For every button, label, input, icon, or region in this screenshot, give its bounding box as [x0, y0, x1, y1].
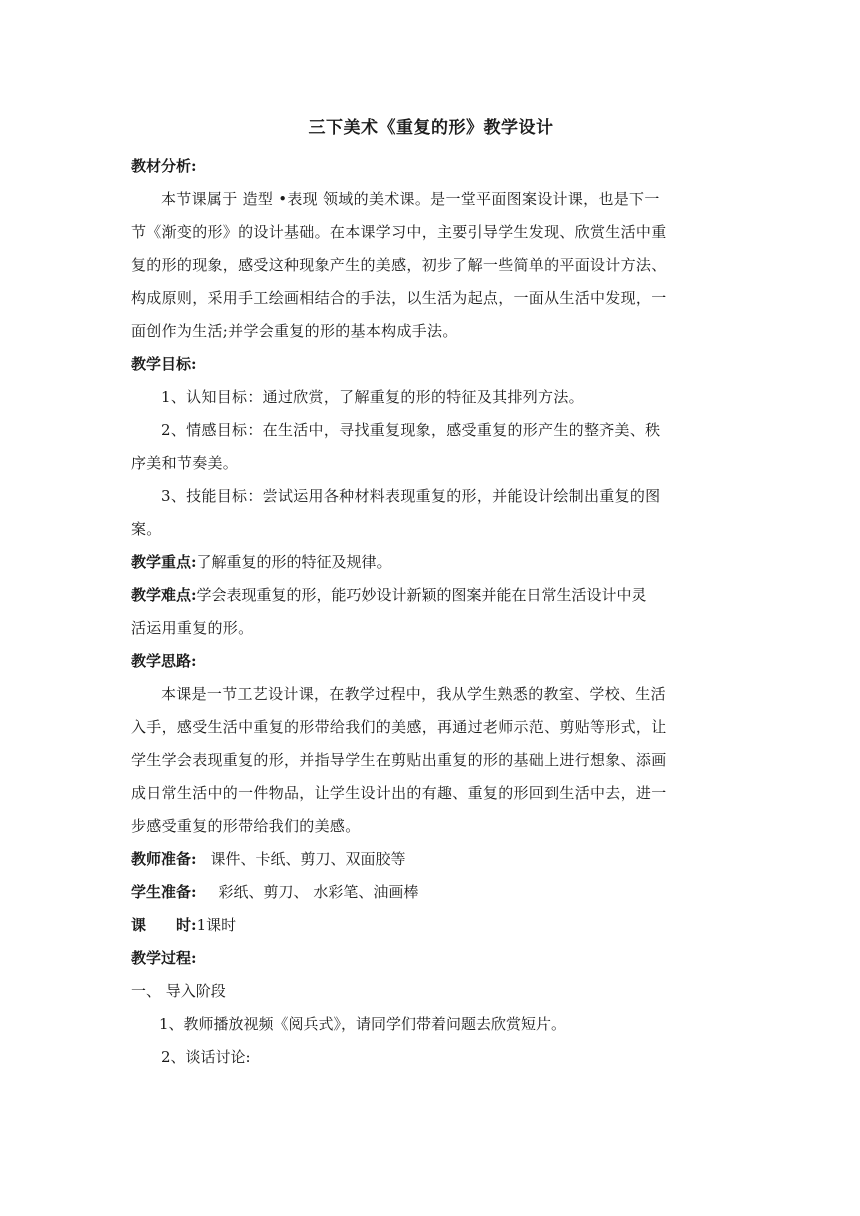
approach-line: 步感受重复的形带给我们的美感。 [131, 817, 361, 835]
goal-item-skill [131, 480, 731, 546]
approach-line: 本课是一节工艺设计课，在教学过程中，我从学生熟悉的教室、学校、生活 [161, 685, 666, 703]
analysis-heading: 教材分析: [131, 157, 197, 175]
approach-line: 入手，感受生活中重复的形带给我们的美感，再通过老师示范、剪贴等形式，让 [131, 718, 667, 736]
difficulty-line: 学会表现重复的形，能巧妙设计新颖的图案并能在日常生活设计中灵 [196, 586, 647, 604]
duration-row [131, 909, 731, 942]
approach-heading: 教学思路: [131, 652, 197, 670]
difficulty-label: 教学难点: [131, 586, 197, 604]
goal-item-cognitive [131, 381, 731, 414]
goals-heading: 教学目标: [131, 355, 197, 373]
goal-line: 案。 [131, 520, 162, 538]
approach-paragraph [131, 678, 731, 843]
goal-line: 1、认知目标：通过欣赏，了解重复的形的特征及其排列方法。 [161, 388, 584, 406]
process-stage-1: 一、 导入阶段 [131, 982, 226, 1000]
duration-label-a: 课 [131, 916, 147, 934]
process-heading: 教学过程: [131, 949, 197, 967]
key-point-row [131, 546, 731, 579]
key-point-value: 了解重复的形的特征及规律。 [196, 553, 392, 571]
approach-line: 成日常生活中的一件物品，让学生设计出的有趣、重复的形回到生活中去，进一 [131, 784, 667, 802]
goal-line: 序美和节奏美。 [131, 454, 239, 472]
teacher-prep-label: 教师准备: [131, 850, 197, 868]
analysis-line: 本节课属于 造型 •表现 领域的美术课。是一堂平面图案设计课，也是下一 [161, 190, 660, 208]
student-prep-label: 学生准备: [131, 883, 197, 901]
process-step-2: 2、谈话讨论: [161, 1048, 251, 1066]
analysis-line: 面创作为生活;并学会重复的形的基本构成手法。 [131, 322, 458, 340]
difficulty-row [131, 579, 731, 612]
teacher-prep-value: 课件、卡纸、剪刀、双面胶等 [210, 850, 406, 868]
key-point-label: 教学重点: [131, 553, 197, 571]
approach-line: 学生学会表现重复的形，并指导学生在剪贴出重复的形的基础上进行想象、添画 [131, 751, 667, 769]
student-prep-value: 彩纸、剪刀、 水彩笔、油画棒 [218, 883, 419, 901]
document-page [131, 110, 731, 1074]
duration-label-b: 时: [176, 916, 197, 934]
analysis-line: 复的形的现象，感受这种现象产生的美感，初步了解一些简单的平面设计方法、 [131, 256, 667, 274]
process-step-1: 1、教师播放视频《阅兵式》，请同学们带着问题去欣赏短片。 [159, 1015, 567, 1033]
duration-value: 1课时 [196, 916, 237, 934]
analysis-paragraph [131, 183, 731, 348]
goal-item-emotional [131, 414, 731, 480]
student-prep-row [131, 876, 731, 909]
goal-line: 2、情感目标：在生活中，寻找重复现象，感受重复的形产生的整齐美、秩 [161, 421, 661, 439]
analysis-line: 构成原则，采用手工绘画相结合的手法，以生活为起点，一面从生活中发现，一 [131, 289, 667, 307]
goal-line: 3、技能目标：尝试运用各种材料表现重复的形，并能设计绘制出重复的图 [161, 487, 661, 505]
teacher-prep-row [131, 843, 731, 876]
difficulty-line: 活运用重复的形。 [131, 619, 254, 637]
analysis-line: 节《渐变的形》的设计基础。在本课学习中，主要引导学生发现、欣赏生活中重 [131, 223, 667, 241]
document-title: 三下美术《重复的形》教学设计 [308, 118, 554, 138]
